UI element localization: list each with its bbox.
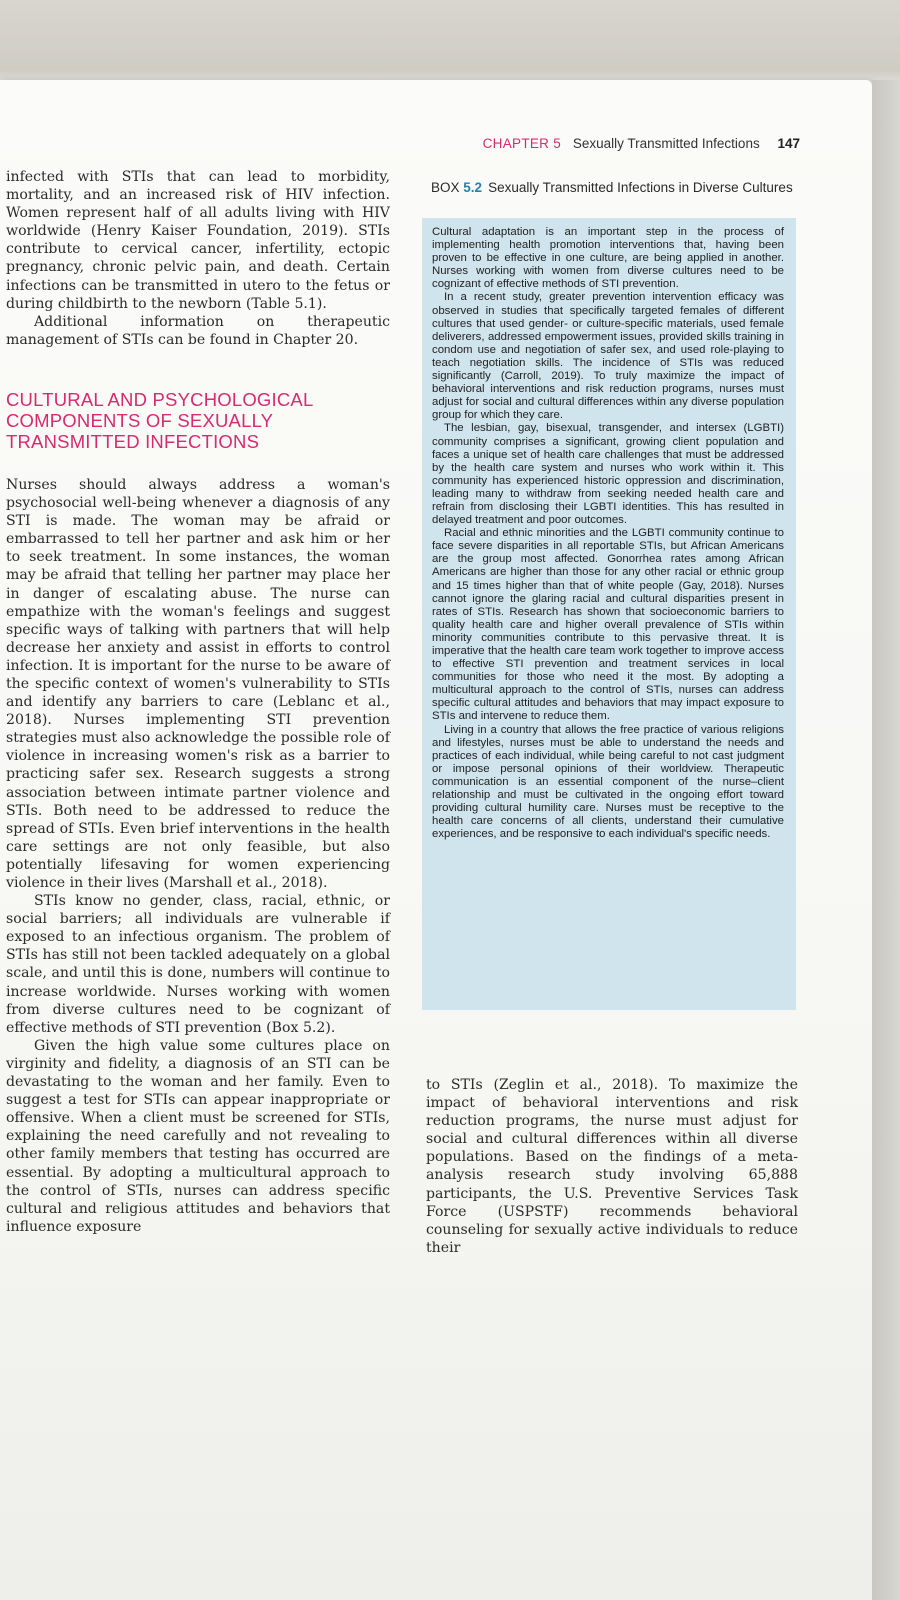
box-number-label [431,180,482,218]
chapter-title: Sexually Transmitted Infections [572,136,760,151]
box-number: 5.2 [463,180,483,195]
box-5-2 [422,180,796,1002]
left-column [6,168,390,1236]
page-edge [872,80,900,1600]
right-column [426,1076,798,1257]
box-paragraph-1: Cultural adaptation is an important step in the process of implementing health promotion interventions that, having been proven to be effective in one culture, are being applied in another. Nurses working with women from diverse cultures need to be cognizant of effective methods of STI prevention. [432,226,784,291]
box-paragraph-4: Racial and ethnic minorities and the LGBTI community continue to face severe disparities in all reportable STIs, but African Americans are the group most affected. Gonorrhea rates among African Americans are higher than those for any other racial or ethnic group and 15 times higher than that of white people (Gay, 2018). Nurses cannot ignore the glaring racial and cultural disparities present in rates of STIs. Research has shown that socioeconomic barriers to quality health care and higher overall prevalence of STIs within minority communities contribute to this pervasive threat. It is imperative that the health care team work together to improve access to effective STI prevention and treatment services in local communities for those who need it the most. By adopting a multicultural approach to the control of STIs, nurses can address specific cultural attitudes and behaviors that may impact exposure to STIs and intervene to reduce them. [432,527,784,723]
paragraph-given-value: Given the high value some cultures place on virginity and fidelity, a diagnosis of an STI can be devastating to the woman and her family. Even to suggest a test for STIs can appear inappropriate or offensive. When a client must be screened for STIs, explaining the need carefully and not revealing to other family members that testing has occurred are essential. By adopting a multicultural approach to the control of STIs, nurses can address specific cultural and religious attitudes and behaviors that influence exposure [6,1037,390,1235]
box-heading: Sexually Transmitted Infections in Diverse Cultures [488,180,793,195]
paragraph-additional-info: Additional information on therapeutic management of STIs can be found in Chapter 20. [6,313,390,348]
paragraph-stis-know: STIs know no gender, class, racial, ethnic, or social barriers; all individuals are vulnerable if exposed to an infectious organism. The problem of STIs has still not been tackled adequately on a global scale, and until this is done, numbers will continue to increase worldwide. Nurses working with women from diverse cultures need to be cognizant of effective methods of STI prevention (Box 5.2). [6,893,390,1036]
paragraph-intro: infected with STIs that can lead to morbidity, mortality, and an increased risk of HIV infection. Women represent half of all adults living with HIV worldwide (Henry Kaiser Foundation, 2019). STIs contribute to cervical cancer, infertility, ectopic pregnancy, chronic pelvic pain, and death. Certain infections can be transmitted in utero to the fetus or during childbirth to the newborn (Table 5.1). [6,169,390,312]
paragraph-continued: to STIs (Zeglin et al., 2018). To maximize the impact of behavioral interventions and risk reduction programs, the nurse must adjust for social and cultural differences within all diverse populations. Based on the findings of a meta-analysis research study involving 65,888 participants, the U.S. Preventive Services Task Force (USPSTF) recommends behavioral counseling for sexually active individuals to reduce their [426,1077,798,1256]
box-title [422,180,796,218]
chapter-label: CHAPTER 5 [482,136,562,151]
page-number: 147 [777,136,800,151]
section-heading: CULTURAL AND PSYCHOLOGICAL COMPONENTS OF SEXUALLY TRANSMITTED INFECTIONS [6,388,313,452]
box-paragraph-3: The lesbian, gay, bisexual, transgender, and intersex (LGBTI) community comprises a significant, growing client population and faces a unique set of health care challenges that must be addressed by the health care system and nurses who work within it. This community has experienced historic oppression and discrimination, leading many to withdraw from seeking needed health care and refrain from disclosing their LGBTI identities. This has resulted in delayed treatment and poor outcomes. [432,422,784,527]
running-header [483,136,800,156]
paragraph-nurses-psychosocial: Nurses should always address a woman's psychosocial well-being whenever a diagnosis of any STI is made. The woman may be afraid or embarrassed to tell her partner and ask him or her to seek treatment. In some instances, the woman may be afraid that telling her partner may place her in danger of escalating abuse. The nurse can empathize with the woman's feelings and suggest specific ways of talking with partners that will help decrease her anxiety and assist in efforts to control infection. It is important for the nurse to be aware of the specific context of women's vulnerability to STIs and identify any barriers to care (Leblanc et al., 2018). Nurses implementing STI prevention strategies must also acknowledge the possible role of violence in increasing women's risk as a barrier to practicing safer sex. Research suggests a strong association between intimate partner violence and STIs. Both need to be addressed to reduce the spread of STIs. Even brief interventions in the health care settings are not only feasible, but also potentially lifesaving for women experiencing violence in their lives (Marshall et al., 2018). [6,476,390,891]
box-body [422,218,796,1010]
box-paragraph-2: In a recent study, greater prevention intervention efficacy was observed in studies that specifically targeted females of different cultures that used gender- or culture-specific materials, used female deliverers, addressed empowerment issues, provided skills training in condom use and negotiation of safer sex, and used role-playing to teach negotiation skills. The incidence of STIs was reduced significantly (Carroll, 2019). To truly maximize the impact of behavioral interventions and risk reduction programs, nurses must adjust for social and cultural differences within any diverse population group for which they care. [432,291,784,422]
box-label: BOX [431,180,460,195]
box-paragraph-5: Living in a country that allows the free practice of various religions and lifestyles, nurses must be able to understand the needs and practices of each individual, while being careful to not cast judgment or impose personal opinions of their worldview. Therapeutic communication is an essential component of the nurse–client relationship and must be cultivated in the ongoing effort toward providing cultural humility care. Nurses must be receptive to the health care concerns of all clients, understand their cumulative experiences, and be responsive to each individual's specific needs. [432,723,784,841]
